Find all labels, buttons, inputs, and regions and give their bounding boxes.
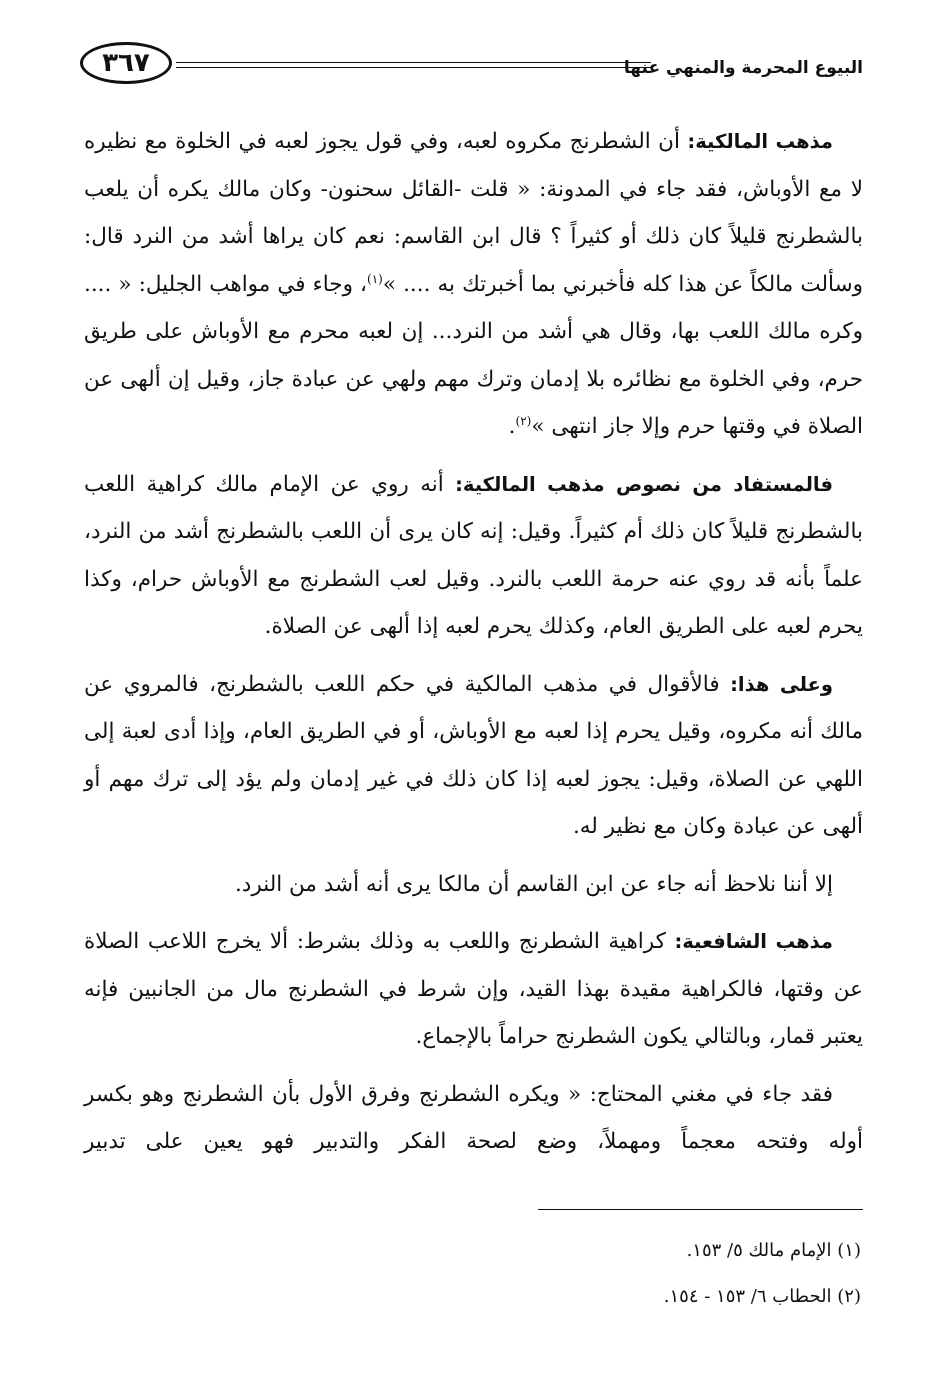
header-rule-line: [176, 67, 651, 68]
page-number: ٣٦٧: [80, 42, 172, 84]
paragraph-conclusion: [84, 661, 863, 851]
footnote-ref[interactable]: (١): [367, 271, 383, 286]
footnote-separator: [538, 1209, 863, 1210]
paragraph-text: فالأقوال في مذهب المالكية في حكم اللعب بالشطرنج، فالمروي عن مالك أنه مكروه، وقيل يحرم إذا لعبه مع الأوباش، أو في الطريق العام، وإذا أدى لعبة إلى اللهي عن الصلاة، وقيل: يجوز لعبه إذا كان ذلك في غير إدمان ولم يؤد إلى ترك مهم أو ألهى عن عبادة وكان مع نظير له.: [84, 671, 863, 839]
header-rule-line: [176, 62, 651, 63]
paragraph-mughni: [84, 1071, 863, 1166]
paragraph-maliki: [84, 118, 863, 451]
section-lead: وعلى هذا:: [730, 672, 833, 696]
footnote-item: (١) الإمام مالك ٥/ ١٥٣.: [686, 1240, 861, 1261]
page-header: [80, 38, 863, 90]
paragraph-text: فقد جاء في مغني المحتاج: « ويكره الشطرنج وفرق الأول بأن الشطرنج وهو بكسر أوله وفتحه معجماً ومهملاً، وضع لصحة الفكر والتدبير فهو يعين على تدبير: [84, 1081, 863, 1154]
paragraph-text: إلا أننا نلاحظ أنه جاء عن ابن القاسم أن مالكا يرى أنه أشد من النرد.: [234, 871, 833, 897]
paragraph-text: أنه روي عن الإمام مالك كراهية اللعب بالشطرنج قليلاً كان ذلك أم كثيراً. وقيل: إنه كان يرى أن اللعب بالشطرنج أشد من النرد، علماً بأنه قد روي عنه حرمة اللعب بالنرد. وقيل لعب الشطرنج مع الأوباش حرام، وكذا يحرم لعبه على الطريق العام، وكذلك يحرم لعبه إذا ألهى عن الصلاة.: [84, 471, 863, 639]
section-lead: مذهب الشافعية:: [674, 930, 833, 953]
running-title: البيوع المحرمة والمنهي عنها: [623, 58, 863, 78]
main-text: [84, 118, 863, 1176]
paragraph-text: أن الشطرنج مكروه لعبه، وفي قول يجوز لعبه في الخلوة مع نظيره لا مع الأوباش، فقد جاء في المدونة: « قلت -القائل سحنون- وكان مالك يكره أن يلعب بالشطرنج قليلاً كان ذلك أو كثيراً ؟ قال ابن القاسم: نعم كان يراها أشد من النرد قال: وسألت مالكاً عن هذا كله فأخبرني بما أخبرتك به .... »: [84, 129, 863, 297]
paragraph-text: كراهية الشطرنج واللعب به وذلك بشرط: ألا يخرج اللاعب الصلاة عن وقتها، فالكراهية مقيدة بهذا القيد، وإن شرط في الشطرنج مال من الجانبين فإنه يعتبر قمار، وبالتالي يكون الشطرنج حراماً بالإجماع.: [84, 929, 863, 1049]
paragraph-mustafad: [84, 461, 863, 651]
section-lead: فالمستفاد من نصوص مذهب المالكية:: [455, 472, 833, 496]
section-lead: مذهب المالكية:: [687, 130, 833, 153]
header-double-rule: [176, 62, 651, 72]
paragraph-end: .: [508, 414, 516, 439]
paragraph-text: ، وجاء في مواهب الجليل: « .... وكره مالك اللعب بها، وقال هي أشد من النرد... إن لعبه محرم مع الأوباش على طريق حرم، وفي الخلوة مع نظائره بلا إدمان وترك مهم ولهي عن عبادة جاز، وقيل إن ألهى عن الصلاة في وقتها حرم وإلا جاز انتهى »: [84, 271, 863, 439]
footnote-ref[interactable]: (٢): [515, 413, 532, 428]
footnotes: [84, 1228, 861, 1320]
paragraph-shafii: [84, 918, 863, 1061]
paragraph-note: [84, 861, 863, 909]
footnote-item: (٢) الحطاب ٦/ ١٥٣ - ١٥٤.: [663, 1286, 861, 1307]
